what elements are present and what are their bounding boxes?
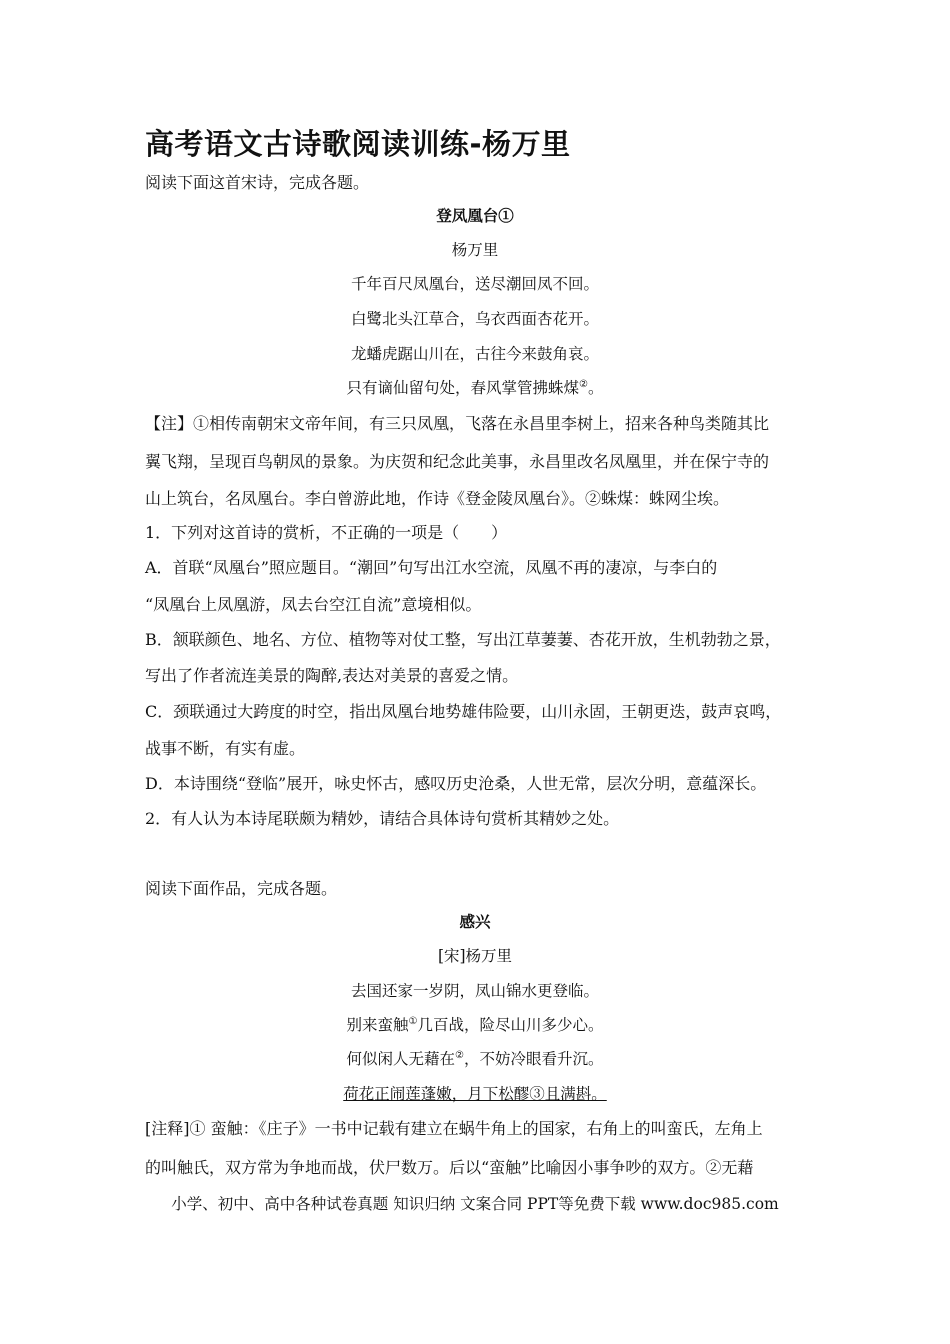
question-2: 2．有人认为本诗尾联颇为精妙，请结合具体诗句赏析其精妙之处。 <box>145 809 620 828</box>
poem1-author: 杨万里 <box>451 241 499 259</box>
poem2-line2-b: 几百战，险尽山川多少心。 <box>417 1016 604 1034</box>
option-c: C．颈联通过大跨度的时空，指出凤凰台地势雄伟险要，山川永固，王朝更迭，鼓声哀鸣， <box>145 702 782 721</box>
poem2-line3-b: ，不妨冷眼看升沉。 <box>463 1050 604 1068</box>
poem1-line4-end: 。 <box>587 379 604 397</box>
poem2-line <box>145 1047 805 1069</box>
footnote-marker: ① <box>408 1015 418 1027</box>
section2-intro: 阅读下面作品，完成各题。 <box>145 879 338 898</box>
option-d: D．本诗围绕“登临”展开，咏史怀古，感叹历史沧桑，人世无常，层次分明，意蕴深长。 <box>145 774 767 793</box>
option-a-cont: “凤凰台上凤凰游，凤去台空江自流”意境相似。 <box>145 595 482 614</box>
option-c-cont: 战事不断，有实有虚。 <box>145 739 306 758</box>
poem1-line: 千年百尺凤凰台，送尽潮回凤不回。 <box>350 275 599 293</box>
page-footer: 小学、初中、高中各种试卷真题 知识归纳 文案合同 PPT等免费下载 www.doc985.com <box>171 1195 779 1213</box>
option-b-cont: 写出了作者流连美景的陶醉,表达对美景的喜爱之情。 <box>145 666 519 685</box>
note-line: 翼飞翔，呈现百鸟朝凤的景象。为庆贺和纪念此美事，永昌里改名凤凰里，并在保宁寺的 <box>145 452 770 471</box>
note-line: 山上筑台，名凤凰台。李白曾游此地，作诗《登金陵凤凰台》。②蛛煤：蛛网尘埃。 <box>145 489 730 508</box>
section1-intro: 阅读下面这首宋诗，完成各题。 <box>145 173 370 192</box>
poem1-line4-text: 只有谪仙留句处，春风掌管拂蛛煤 <box>346 379 580 397</box>
note2-line: 的叫触氏，双方常为争地而战，伏尸数万。后以“蛮触”比喻因小事争吵的双方。②无藉 <box>145 1158 754 1177</box>
poem2-line3-a: 何似闲人无藉在 <box>346 1050 456 1068</box>
poem2-line <box>145 1013 805 1035</box>
poem2-line: 去国还家一岁阴，凤山锦水更登临。 <box>350 982 599 1000</box>
note2-line: [注释]① 蛮触：《庄子》一书中记载有建立在蜗牛角上的国家，右角上的叫蛮氏，左角上 <box>145 1119 763 1138</box>
note-line: 【注】①相传南朝宋文帝年间，有三只凤凰，飞落在永昌里李树上，招来各种鸟类随其比 <box>145 414 770 433</box>
option-b: B．颔联颜色、地名、方位、植物等对仗工整，写出江草萋萋、杏花开放，生机勃勃之景， <box>145 630 781 649</box>
document-title: 高考语文古诗歌阅读训练-杨万里 <box>145 127 571 161</box>
poem1-line: 龙蟠虎踞山川在，古往今来鼓角哀。 <box>350 345 599 363</box>
option-a: A．首联“凤凰台”照应题目。“潮回”句写出江水空流，凤凰不再的凄凉，与李白的 <box>145 558 718 577</box>
question-1: 1．下列对这首诗的赏析，不正确的一项是（ ） <box>145 523 508 542</box>
poem1-line <box>145 376 805 398</box>
poem1-line: 白鹭北头江草合，乌衣西面杏花开。 <box>350 310 599 328</box>
poem1-title: 登凤凰台① <box>436 206 514 225</box>
poem2-line <box>145 1082 805 1104</box>
footnote-marker: ② <box>455 1049 464 1061</box>
footnote-marker: ② <box>579 378 588 390</box>
poem2-line2-a: 别来蛮触 <box>346 1016 409 1034</box>
poem2-title: 感兴 <box>459 912 491 931</box>
poem2-author: [宋]杨万里 <box>437 947 513 965</box>
poem2-line4-underlined: 荷花正闹莲蓬嫩，月下松醪③且满斟。 <box>343 1085 607 1103</box>
